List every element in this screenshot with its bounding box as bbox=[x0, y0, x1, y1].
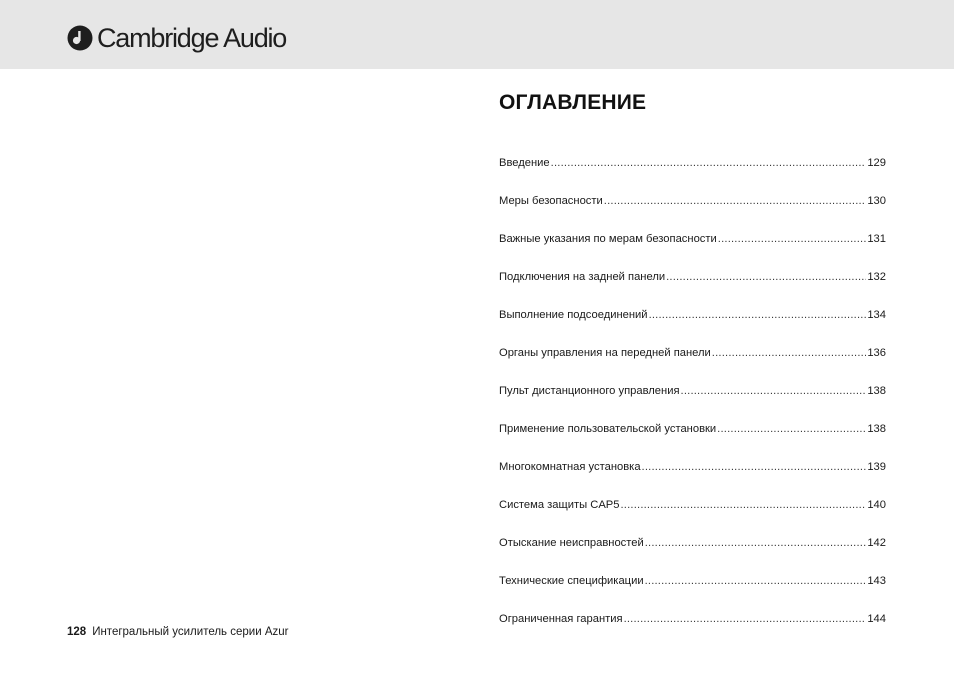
toc-item-label: Многокомнатная установка bbox=[499, 461, 641, 473]
page-footer bbox=[67, 624, 288, 640]
toc-leader-dots bbox=[620, 497, 866, 513]
toc-leader-dots bbox=[551, 155, 867, 171]
toc-item-label: Важные указания по мерам безопасности bbox=[499, 233, 717, 245]
toc-item-page: 132 bbox=[867, 271, 886, 283]
toc-item-connections[interactable] bbox=[499, 285, 886, 323]
toc-item-page: 134 bbox=[867, 309, 886, 321]
toc-leader-dots bbox=[718, 231, 867, 247]
toc-leader-dots bbox=[642, 459, 867, 475]
toc-item-label: Подключения на задней панели bbox=[499, 271, 666, 283]
toc-item-label: Введение bbox=[499, 157, 550, 169]
toc-item-custom-setup[interactable] bbox=[499, 399, 886, 437]
toc-item-page: 130 bbox=[867, 195, 886, 207]
toc-item-page: 140 bbox=[867, 499, 886, 511]
toc-leader-dots bbox=[712, 345, 867, 361]
toc-item-label: Система защиты CAP5 bbox=[499, 499, 620, 511]
toc-item-label: Отыскание неисправностей bbox=[499, 537, 644, 549]
toc-item-page: 129 bbox=[867, 157, 886, 169]
footer-page-number: 128 bbox=[67, 626, 87, 638]
brand-logo-text: Cambridge Audio bbox=[97, 23, 287, 53]
toc-item-label: Применение пользовательской установки bbox=[499, 423, 717, 435]
toc-item-specifications[interactable] bbox=[499, 551, 886, 589]
toc-leader-dots bbox=[681, 383, 867, 399]
toc-item-page: 139 bbox=[867, 461, 886, 473]
toc-item-rear-panel[interactable] bbox=[499, 247, 886, 285]
toc-item-label: Выполнение подсоединений bbox=[499, 309, 648, 321]
toc-item-page: 142 bbox=[867, 537, 886, 549]
footer-product-name: Интегральный усилитель серии Azur bbox=[92, 626, 289, 638]
toc-item-page: 138 bbox=[867, 423, 886, 435]
toc-leader-dots bbox=[624, 611, 867, 627]
toc-item-page: 131 bbox=[867, 233, 886, 245]
toc-item-safety[interactable] bbox=[499, 171, 886, 209]
toc-item-cap5[interactable] bbox=[499, 475, 886, 513]
toc-item-label: Ограниченная гарантия bbox=[499, 613, 623, 625]
toc-title: ОГЛАВЛЕНИЕ bbox=[499, 91, 647, 114]
page-header bbox=[0, 0, 954, 69]
toc-item-warranty[interactable] bbox=[499, 589, 886, 627]
toc-item-label: Технические спецификации bbox=[499, 575, 644, 587]
toc-item-page: 143 bbox=[867, 575, 886, 587]
toc-item-page: 136 bbox=[867, 347, 886, 359]
toc-leader-dots bbox=[666, 269, 866, 285]
toc-item-remote-control[interactable] bbox=[499, 361, 886, 399]
toc-item-label: Органы управления на передней панели bbox=[499, 347, 711, 359]
cambridge-audio-logo-icon bbox=[67, 25, 93, 51]
toc-item-label: Меры безопасности bbox=[499, 195, 603, 207]
toc-leader-dots bbox=[649, 307, 867, 323]
brand-logo bbox=[67, 22, 286, 54]
toc-item-multiroom[interactable] bbox=[499, 437, 886, 475]
toc-leader-dots bbox=[645, 535, 867, 551]
toc-leader-dots bbox=[717, 421, 866, 437]
toc-item-page: 144 bbox=[867, 613, 886, 625]
toc-item-front-panel[interactable] bbox=[499, 323, 886, 361]
toc-item-introduction[interactable] bbox=[499, 133, 886, 171]
toc-leader-dots bbox=[604, 193, 867, 209]
toc-item-label: Пульт дистанционного управления bbox=[499, 385, 680, 397]
toc-leader-dots bbox=[645, 573, 867, 589]
toc-item-important-safety[interactable] bbox=[499, 209, 886, 247]
toc-item-page: 138 bbox=[867, 385, 886, 397]
toc-item-troubleshooting[interactable] bbox=[499, 513, 886, 551]
